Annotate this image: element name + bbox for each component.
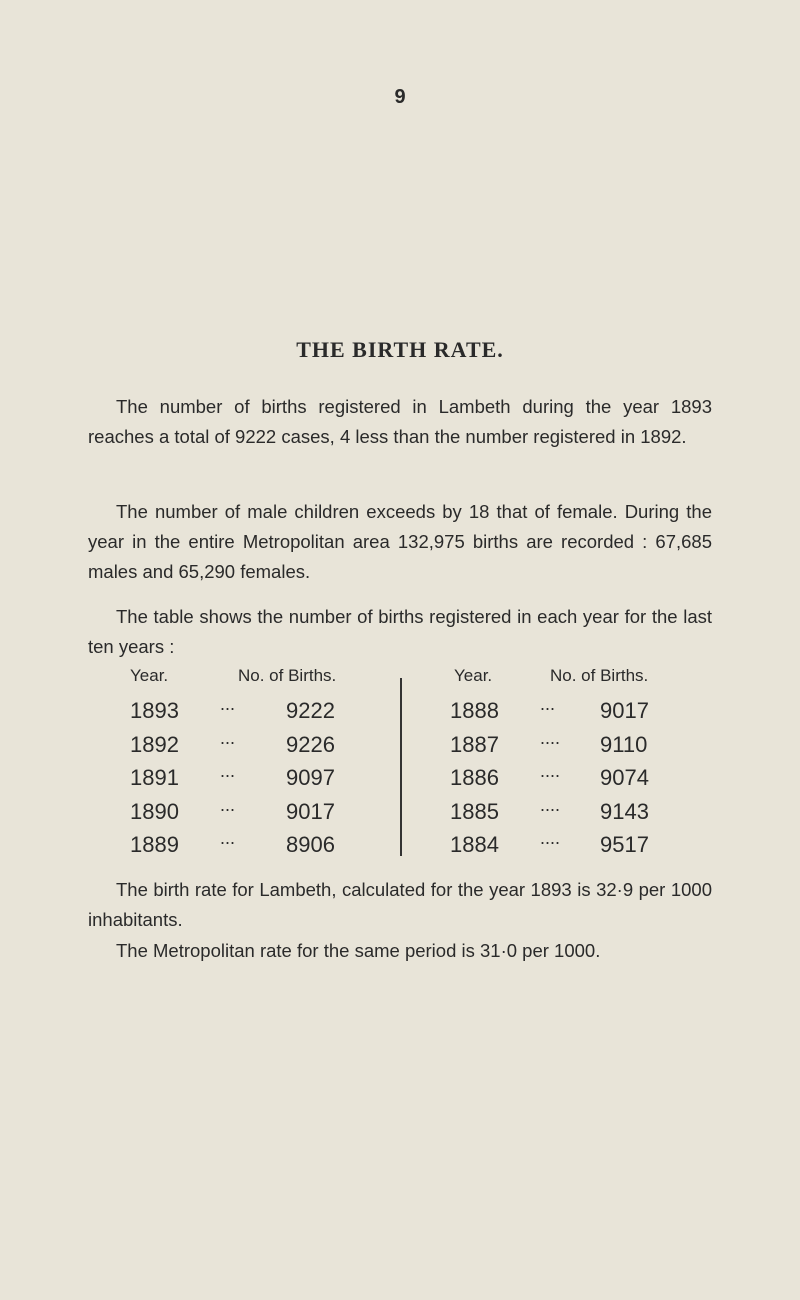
cell-year: 1892 xyxy=(130,731,179,757)
cell-year: 1884 xyxy=(450,832,499,857)
paragraph-text: The number of births registered in Lambeth during the year 1893 reaches a total of 9222 cases, 4 less than the number registered in 1892. xyxy=(88,396,712,447)
cell-births: 9097 xyxy=(286,765,335,790)
cell-year: 1886 xyxy=(450,765,499,790)
paragraph-male-female xyxy=(88,497,712,587)
cell-births: 9017 xyxy=(286,798,335,824)
cell-year: 1887 xyxy=(450,731,499,757)
cell-births: 9074 xyxy=(600,765,649,790)
cell-births: 9222 xyxy=(286,698,335,723)
cell-leader-dots: ... xyxy=(540,694,556,714)
cell-leader-dots: ... xyxy=(220,794,236,815)
header-year: Year. xyxy=(130,666,169,685)
cell-births: 9110 xyxy=(600,731,648,757)
table-row xyxy=(110,828,400,862)
table-header xyxy=(110,664,400,694)
table-row xyxy=(428,828,718,862)
cell-leader-dots: ... xyxy=(220,727,236,748)
header-births: No. of Births. xyxy=(238,666,337,685)
births-table-left-column xyxy=(110,664,400,862)
paragraph-births-total xyxy=(88,392,712,452)
cell-births: 9517 xyxy=(600,832,649,857)
cell-year: 1885 xyxy=(450,798,499,824)
cell-leader-dots: ... xyxy=(220,761,236,781)
table-row xyxy=(110,694,400,728)
page-title: THE BIRTH RATE. xyxy=(296,337,504,362)
header-births: No. of Births. xyxy=(550,666,649,685)
table-divider xyxy=(400,678,402,856)
paragraph-text: The number of male children exceeds by 18 that of female. During the year in the entire Metropolitan area 132,975 births are recorded : 67,685 males and 65,290 females. xyxy=(88,501,712,582)
table-row xyxy=(428,795,718,829)
cell-year: 1889 xyxy=(130,832,179,857)
cell-leader-dots: .... xyxy=(540,828,561,848)
cell-births: 9017 xyxy=(600,698,649,723)
cell-leader-dots: ... xyxy=(220,828,236,848)
cell-leader-dots: ... xyxy=(220,694,236,714)
paragraph-table-intro xyxy=(88,602,712,662)
table-row xyxy=(428,761,718,795)
cell-leader-dots: .... xyxy=(540,727,561,748)
cell-births: 9226 xyxy=(286,731,335,757)
table-row xyxy=(110,795,400,829)
paragraph-metropolitan-rate xyxy=(88,936,712,966)
paragraph-text: The table shows the number of births registered in each year for the last ten years : xyxy=(88,606,712,657)
table-row xyxy=(428,694,718,728)
paragraph-lambeth-rate xyxy=(88,875,712,935)
cell-year: 1890 xyxy=(130,798,179,824)
table-row xyxy=(110,761,400,795)
births-table xyxy=(110,664,710,864)
cell-leader-dots: .... xyxy=(540,761,561,781)
table-row xyxy=(110,728,400,762)
table-row xyxy=(428,728,718,762)
header-year: Year. xyxy=(454,666,493,685)
paragraph-text: The birth rate for Lambeth, calculated for the year 1893 is 32·9 per 1000 inhabitants. xyxy=(88,879,712,930)
cell-births: 8906 xyxy=(286,832,335,857)
cell-year: 1888 xyxy=(450,698,499,723)
page-number: 9 xyxy=(394,86,406,108)
births-table-right-column xyxy=(428,664,718,862)
paragraph-text: The Metropolitan rate for the same period is 31·0 per 1000. xyxy=(116,940,601,961)
cell-year: 1893 xyxy=(130,698,179,723)
cell-leader-dots: .... xyxy=(540,794,561,815)
table-header xyxy=(428,664,718,694)
cell-year: 1891 xyxy=(130,765,179,790)
cell-births: 9143 xyxy=(600,798,649,824)
